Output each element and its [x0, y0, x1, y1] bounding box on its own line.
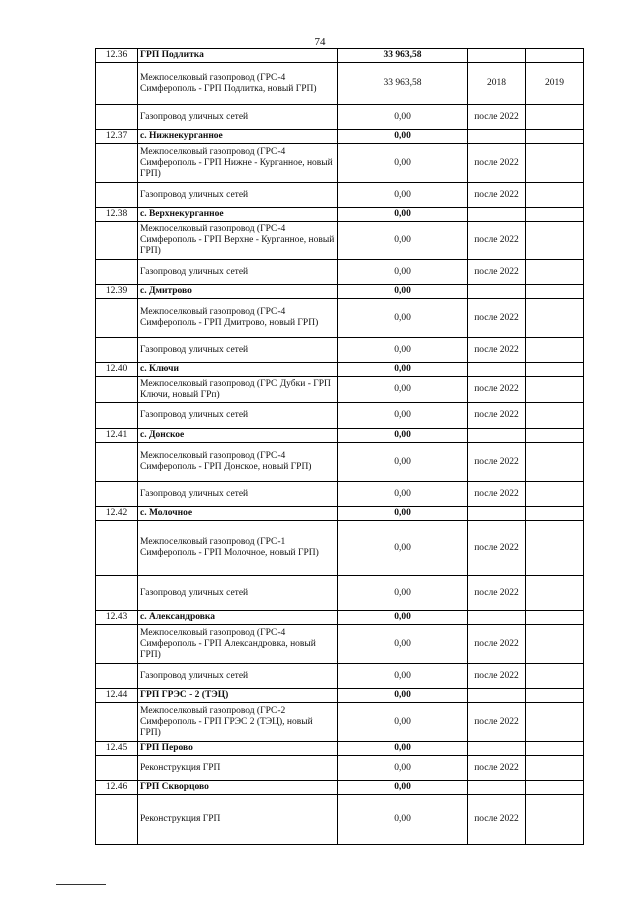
item-year-start: после 2022	[468, 664, 526, 689]
gas-pipeline-table	[95, 48, 584, 845]
item-year-end	[526, 781, 584, 795]
item-number	[96, 338, 138, 363]
work-item-row	[96, 222, 584, 260]
item-name: Газопровод уличных сетей	[138, 482, 338, 507]
item-value: 0,00	[338, 443, 468, 482]
item-name: с. Молочное	[138, 507, 338, 521]
item-year-start	[468, 742, 526, 756]
item-year-end	[526, 507, 584, 521]
item-year-end	[526, 299, 584, 338]
item-year-start: после 2022	[468, 576, 526, 611]
work-item-row	[96, 664, 584, 689]
work-item-row	[96, 299, 584, 338]
item-value: 0,00	[338, 144, 468, 183]
item-year-end	[526, 482, 584, 507]
item-year-end	[526, 429, 584, 443]
settlement-row	[96, 507, 584, 521]
item-number: 12.37	[96, 130, 138, 144]
item-value: 0,00	[338, 521, 468, 576]
item-year-end	[526, 285, 584, 299]
item-year-start: после 2022	[468, 377, 526, 403]
item-number	[96, 183, 138, 208]
work-item-row	[96, 521, 584, 576]
item-year-start	[468, 208, 526, 222]
item-name: Газопровод уличных сетей	[138, 403, 338, 429]
item-year-end	[526, 703, 584, 742]
item-year-end: 2019	[526, 63, 584, 105]
item-name: с. Верхнекурганное	[138, 208, 338, 222]
item-year-start	[468, 611, 526, 625]
item-year-start: после 2022	[468, 756, 526, 781]
item-number: 12.39	[96, 285, 138, 299]
item-name: ГРП ГРЭС - 2 (ТЭЦ)	[138, 689, 338, 703]
item-year-end	[526, 689, 584, 703]
item-number	[96, 222, 138, 260]
item-number	[96, 625, 138, 664]
item-number	[96, 756, 138, 781]
item-name: Межпоселковый газопровод (ГРС-4 Симферополь - ГРП Подлитка, новый ГРП)	[138, 63, 338, 105]
work-item-row	[96, 795, 584, 845]
item-year-start: после 2022	[468, 260, 526, 285]
item-value: 0,00	[338, 429, 468, 443]
item-year-start	[468, 130, 526, 144]
item-value: 0,00	[338, 260, 468, 285]
item-number: 12.40	[96, 363, 138, 377]
item-year-end	[526, 403, 584, 429]
item-year-start: после 2022	[468, 482, 526, 507]
item-name: ГРП Перово	[138, 742, 338, 756]
item-year-end	[526, 576, 584, 611]
item-number: 12.42	[96, 507, 138, 521]
settlement-row	[96, 49, 584, 63]
item-year-start: после 2022	[468, 521, 526, 576]
item-value: 0,00	[338, 363, 468, 377]
settlement-row	[96, 611, 584, 625]
work-item-row	[96, 703, 584, 742]
item-number: 12.46	[96, 781, 138, 795]
work-item-row	[96, 482, 584, 507]
item-year-start	[468, 363, 526, 377]
item-name: с. Донское	[138, 429, 338, 443]
work-item-row	[96, 576, 584, 611]
item-year-start: после 2022	[468, 703, 526, 742]
item-number	[96, 63, 138, 105]
work-item-row	[96, 377, 584, 403]
item-year-start	[468, 781, 526, 795]
item-name: Межпоселковый газопровод (ГРС-4 Симферополь - ГРП Нижне - Курганное, новый ГРП)	[138, 144, 338, 183]
settlement-row	[96, 363, 584, 377]
item-year-end	[526, 625, 584, 664]
item-name: Межпоселковый газопровод (ГРС-4 Симферополь - ГРП Дмитрово, новый ГРП)	[138, 299, 338, 338]
item-year-start: после 2022	[468, 105, 526, 130]
item-name: Газопровод уличных сетей	[138, 260, 338, 285]
item-number: 12.44	[96, 689, 138, 703]
item-year-end	[526, 521, 584, 576]
item-year-start	[468, 689, 526, 703]
work-item-row	[96, 403, 584, 429]
item-year-start: после 2022	[468, 403, 526, 429]
item-name: Реконструкция ГРП	[138, 756, 338, 781]
work-item-row	[96, 260, 584, 285]
item-name: Межпоселковый газопровод (ГРС-4 Симферополь - ГРП Верхне - Курганное, новый ГРП)	[138, 222, 338, 260]
item-name: Газопровод уличных сетей	[138, 576, 338, 611]
item-value: 0,00	[338, 403, 468, 429]
item-year-end	[526, 208, 584, 222]
item-number	[96, 795, 138, 845]
item-year-start: после 2022	[468, 222, 526, 260]
item-value: 0,00	[338, 664, 468, 689]
item-number	[96, 664, 138, 689]
item-value: 0,00	[338, 756, 468, 781]
item-year-end	[526, 260, 584, 285]
item-name: ГРП Подлитка	[138, 49, 338, 63]
item-name: Реконструкция ГРП	[138, 795, 338, 845]
item-number	[96, 521, 138, 576]
item-name: Межпоселковый газопровод (ГРС-4 Симферополь - ГРП Донское, новый ГРП)	[138, 443, 338, 482]
item-value: 0,00	[338, 689, 468, 703]
item-year-end	[526, 338, 584, 363]
work-item-row	[96, 183, 584, 208]
item-value: 0,00	[338, 507, 468, 521]
table-body	[96, 49, 584, 845]
item-year-start	[468, 429, 526, 443]
item-name: Межпоселковый газопровод (ГРС-4 Симферополь - ГРП Александровка, новый ГРП)	[138, 625, 338, 664]
item-number	[96, 105, 138, 130]
item-name: ГРП Скворцово	[138, 781, 338, 795]
item-number: 12.36	[96, 49, 138, 63]
item-value: 0,00	[338, 338, 468, 363]
item-year-end	[526, 756, 584, 781]
item-year-start: после 2022	[468, 625, 526, 664]
item-value: 0,00	[338, 625, 468, 664]
item-name: Газопровод уличных сетей	[138, 338, 338, 363]
item-value: 33 963,58	[338, 63, 468, 105]
item-value: 0,00	[338, 105, 468, 130]
item-number: 12.38	[96, 208, 138, 222]
item-year-end	[526, 130, 584, 144]
footer-divider	[56, 884, 106, 885]
item-value: 0,00	[338, 285, 468, 299]
item-value: 0,00	[338, 781, 468, 795]
item-year-end	[526, 144, 584, 183]
item-value: 0,00	[338, 377, 468, 403]
item-name: с. Нижнекурганное	[138, 130, 338, 144]
item-value: 33 963,58	[338, 49, 468, 63]
item-value: 0,00	[338, 742, 468, 756]
item-year-start: после 2022	[468, 183, 526, 208]
item-year-start	[468, 507, 526, 521]
work-item-row	[96, 443, 584, 482]
item-year-end	[526, 742, 584, 756]
item-year-end	[526, 49, 584, 63]
item-value: 0,00	[338, 611, 468, 625]
item-number	[96, 703, 138, 742]
item-value: 0,00	[338, 482, 468, 507]
item-name: Межпоселковый газопровод (ГРС Дубки - ГРП Ключи, новый ГРп)	[138, 377, 338, 403]
item-name: Межпоселковый газопровод (ГРС-2 Симферополь - ГРП ГРЭС 2 (ТЭЦ), новый ГРП)	[138, 703, 338, 742]
item-value: 0,00	[338, 795, 468, 845]
item-name: Газопровод уличных сетей	[138, 664, 338, 689]
work-item-row	[96, 144, 584, 183]
item-name: Газопровод уличных сетей	[138, 183, 338, 208]
item-year-end	[526, 363, 584, 377]
settlement-row	[96, 742, 584, 756]
item-number	[96, 443, 138, 482]
work-item-row	[96, 105, 584, 130]
item-number	[96, 377, 138, 403]
item-year-start: после 2022	[468, 144, 526, 183]
item-value: 0,00	[338, 130, 468, 144]
item-year-start	[468, 49, 526, 63]
item-number	[96, 576, 138, 611]
item-year-end	[526, 183, 584, 208]
item-name: с. Ключи	[138, 363, 338, 377]
item-value: 0,00	[338, 576, 468, 611]
item-number	[96, 403, 138, 429]
item-year-end	[526, 105, 584, 130]
item-year-end	[526, 377, 584, 403]
item-number	[96, 299, 138, 338]
item-year-end	[526, 611, 584, 625]
item-year-start: после 2022	[468, 795, 526, 845]
item-name: Межпоселковый газопровод (ГРС-1 Симферополь - ГРП Молочное, новый ГРП)	[138, 521, 338, 576]
settlement-row	[96, 429, 584, 443]
item-year-start	[468, 285, 526, 299]
item-number	[96, 260, 138, 285]
item-number	[96, 482, 138, 507]
work-item-row	[96, 625, 584, 664]
item-value: 0,00	[338, 183, 468, 208]
settlement-row	[96, 130, 584, 144]
item-number: 12.45	[96, 742, 138, 756]
item-year-end	[526, 443, 584, 482]
settlement-row	[96, 285, 584, 299]
work-item-row	[96, 338, 584, 363]
settlement-row	[96, 781, 584, 795]
item-number	[96, 144, 138, 183]
work-item-row	[96, 756, 584, 781]
item-value: 0,00	[338, 208, 468, 222]
item-year-start: после 2022	[468, 299, 526, 338]
item-year-start: после 2022	[468, 338, 526, 363]
item-year-end	[526, 795, 584, 845]
work-item-row	[96, 63, 584, 105]
item-name: Газопровод уличных сетей	[138, 105, 338, 130]
item-name: с. Александровка	[138, 611, 338, 625]
settlement-row	[96, 689, 584, 703]
item-value: 0,00	[338, 222, 468, 260]
settlement-row	[96, 208, 584, 222]
item-year-start: после 2022	[468, 443, 526, 482]
item-year-start: 2018	[468, 63, 526, 105]
page-number: 74	[314, 36, 326, 48]
item-value: 0,00	[338, 299, 468, 338]
item-number: 12.41	[96, 429, 138, 443]
item-name: с. Дмитрово	[138, 285, 338, 299]
item-number: 12.43	[96, 611, 138, 625]
item-year-end	[526, 664, 584, 689]
item-value: 0,00	[338, 703, 468, 742]
item-year-end	[526, 222, 584, 260]
